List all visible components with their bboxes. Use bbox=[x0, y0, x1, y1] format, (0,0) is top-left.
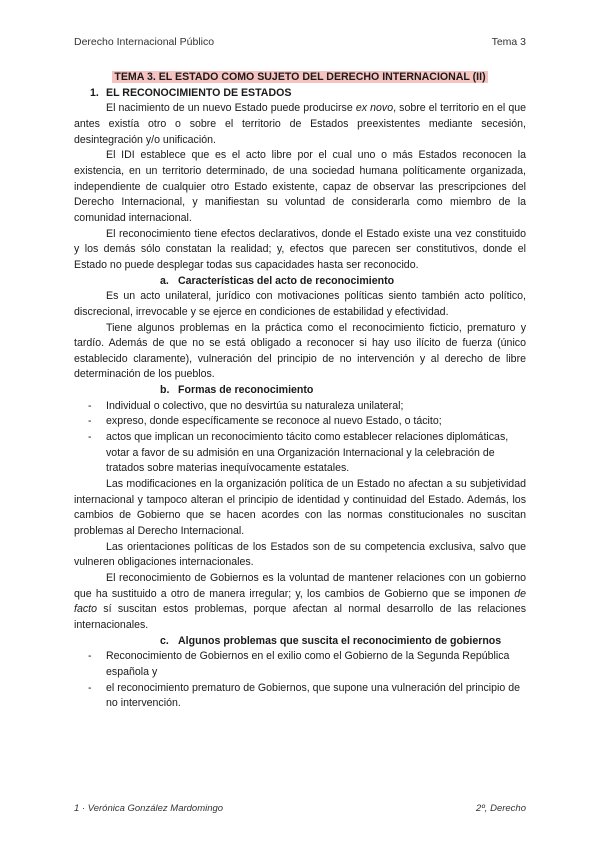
list-item-text: actos que implican un reconocimiento tácito como establecer relaciones diplomáticas, votar a favor de su admisión en una Organización Internacional y la celebración de tratados sobre materias inequívocamente estatales. bbox=[106, 431, 509, 475]
subsection-c-title: Algunos problemas que suscita el reconocimiento de gobiernos bbox=[178, 634, 502, 647]
list-item bbox=[74, 649, 526, 680]
forms-list bbox=[74, 399, 526, 477]
list-item bbox=[74, 681, 526, 712]
document-body bbox=[74, 68, 526, 712]
list-item-text: el reconocimiento prematuro de Gobiernos, que supone una vulneración del principio de no intervención. bbox=[106, 681, 521, 710]
list-dash: - bbox=[88, 681, 92, 694]
paragraph-8 bbox=[74, 571, 526, 634]
list-item bbox=[74, 399, 526, 415]
footer-course: 2º, Derecho bbox=[476, 803, 526, 814]
list-item-text: Reconocimiento de Gobiernos en el exilio como el Gobierno de la Segunda República española y bbox=[106, 650, 510, 678]
header-topic: Tema 3 bbox=[491, 36, 526, 48]
list-item bbox=[74, 414, 526, 430]
list-dash: - bbox=[88, 415, 92, 428]
subsection-a-heading bbox=[74, 274, 526, 290]
page-footer bbox=[74, 803, 526, 817]
paragraph-5: Tiene algunos problemas en la práctica como el reconocimiento ficticio, prematuro y tardío. Además de que no se está obligado a reconocer si hay uso ilícito de fuerza (único establecido claramente), vulneración del principio de no intervención y al derecho de libre determinación de los pueblos. bbox=[74, 321, 526, 381]
header-course-title: Derecho Internacional Público bbox=[74, 36, 215, 48]
subsection-a-title: Características del acto de reconocimiento bbox=[178, 274, 395, 287]
subsection-b-letter: b. bbox=[160, 384, 170, 397]
paragraph-1-text-b: , sobre el territorio en el que antes existía otro o sobre el territorio de Estados preexistentes mediante secesión, desintegración y/o unificación. bbox=[74, 102, 527, 146]
paragraph-3: El reconocimiento tiene efectos declarativos, donde el Estado existe una vez constituido y los demás sólo constatan la realidad; y, efectos que parecen ser constitutivos, donde el Estado no puede desplegar todas sus capacidades hasta ser reconocido. bbox=[74, 227, 526, 271]
paragraph-1-emphasis: ex novo bbox=[355, 102, 394, 115]
paragraph-8-text-a: El reconocimiento de Gobiernos es la voluntad de mantener relaciones con un gobierno que ha sustituido a otro de manera irregular; y, los cambios de Gobierno que se imponen bbox=[74, 572, 526, 600]
subsection-b-title: Formas de reconocimiento bbox=[178, 384, 314, 397]
list-item-text: Individual o colectivo, que no desvirtúa su naturaleza unilateral; bbox=[106, 399, 404, 412]
subsection-c-letter: c. bbox=[160, 634, 169, 647]
paragraph-7: Las orientaciones políticas de los Estados son de su competencia exclusiva, salvo que vulneren obligaciones internacionales. bbox=[74, 540, 526, 569]
list-dash: - bbox=[88, 650, 92, 663]
page-header bbox=[74, 36, 526, 50]
section-heading bbox=[74, 86, 526, 102]
paragraph-8-emphasis: de facto bbox=[74, 587, 526, 616]
subsection-b-heading bbox=[74, 383, 526, 399]
list-item-text: expreso, donde específicamente se reconoce al nuevo Estado, o tácito; bbox=[106, 415, 442, 428]
title-highlight: TEMA 3. EL ESTADO COMO SUJETO DEL DERECHO INTERNACIONAL (II) bbox=[114, 71, 486, 83]
document-title bbox=[74, 68, 526, 86]
paragraph-4: Es un acto unilateral, jurídico con motivaciones políticas siento también acto político, discrecional, irrevocable y se ejerce en condiciones de estabilidad y efectividad. bbox=[74, 290, 526, 318]
subsection-c-heading bbox=[74, 634, 526, 650]
section-number: 1. bbox=[90, 86, 99, 99]
paragraph-8-text-b: sí suscitan estos problemas, porque afectan al normal desarrollo de las relaciones internacionales. bbox=[74, 603, 526, 631]
footer-author: 1 · Verónica González Mardomingo bbox=[74, 803, 224, 814]
section-title: EL RECONOCIMIENTO DE ESTADOS bbox=[106, 86, 292, 99]
paragraph-6: Las modificaciones en la organización política de un Estado no afectan a su subjetividad internacional y tampoco alteran el principio de identidad y continuidad del Estado. Además, los cambios de Gobierno que se hacen acordes con las normas constitucionales no suscitan problemas al Derecho Internacional. bbox=[74, 478, 526, 538]
problems-list bbox=[74, 649, 526, 712]
list-dash: - bbox=[88, 431, 92, 444]
paragraph-1-text-a: El nacimiento de un nuevo Estado puede producirse bbox=[106, 102, 356, 115]
list-item bbox=[74, 430, 526, 477]
paragraph-2: El IDI establece que es el acto libre por el cual uno o más Estados reconocen la existencia, en un territorio determinado, de una sociedad humana políticamente organizada, independiente de cualquier otro Estado existente, capaz de observar las prescripciones del Derecho Internacional, y manifiestan su voluntad de considerarla como miembro de la comunidad internacional. bbox=[74, 149, 526, 224]
list-dash: - bbox=[88, 399, 92, 412]
paragraph-1 bbox=[74, 101, 526, 148]
subsection-a-letter: a. bbox=[160, 274, 169, 287]
